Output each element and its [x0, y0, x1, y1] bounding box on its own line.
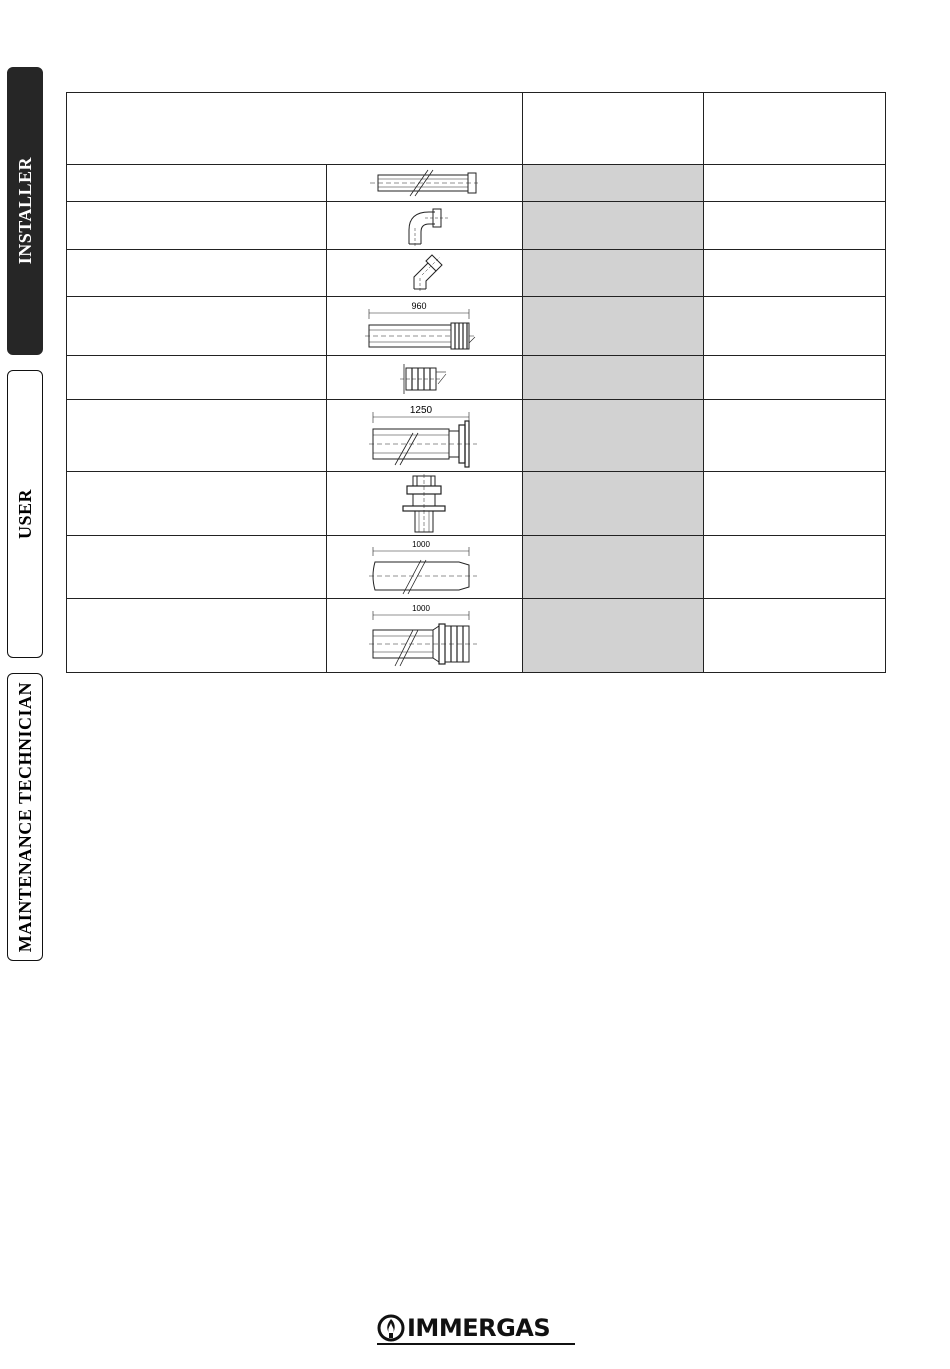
value-cell: [704, 599, 886, 673]
gray-cell: [523, 165, 704, 202]
description-cell: [67, 472, 327, 536]
dimension-label: 960: [410, 301, 427, 311]
description-cell: [67, 202, 327, 250]
table-row: [67, 472, 886, 536]
terminal-flanged-drawing: [365, 403, 485, 469]
tab-installer[interactable]: [7, 67, 43, 355]
gray-cell: [523, 599, 704, 673]
gray-cell: [523, 536, 704, 599]
table-row: [67, 165, 886, 202]
description-cell: [67, 250, 327, 297]
gray-cell: [523, 202, 704, 250]
tab-installer-label: INSTALLER: [14, 157, 35, 265]
drawing-cell: [327, 356, 523, 400]
drawing-cell: [327, 297, 523, 356]
bend-45-drawing: [400, 253, 450, 293]
table-row: [67, 356, 886, 400]
table-row: [67, 400, 886, 472]
terminal-horizontal-drawing: [365, 299, 485, 353]
extension-pipe-drawing: [365, 538, 485, 596]
table-row: [67, 599, 886, 673]
value-cell: [704, 400, 886, 472]
value-cell: [704, 472, 886, 536]
dimension-label: 1000: [411, 603, 430, 613]
tab-maintenance-technician[interactable]: [7, 673, 43, 961]
header-cell-col3: [523, 93, 704, 165]
value-cell: [704, 356, 886, 400]
gray-cell: [523, 356, 704, 400]
value-cell: [704, 165, 886, 202]
immergas-logo: [377, 1313, 575, 1345]
terminal-finned-drawing: [365, 602, 485, 670]
tab-maintenance-technician-label: MAINTENANCE TECHNICIAN: [14, 681, 35, 953]
terminal-vertical-drawing: [395, 474, 455, 534]
value-cell: [704, 536, 886, 599]
tab-user[interactable]: [7, 370, 43, 658]
gray-cell: [523, 472, 704, 536]
drawing-cell: [327, 472, 523, 536]
drawing-cell: [327, 250, 523, 297]
header-cell-col4: [704, 93, 886, 165]
description-cell: [67, 599, 327, 673]
header-cell-component: [67, 93, 523, 165]
gray-cell: [523, 400, 704, 472]
description-cell: [67, 536, 327, 599]
value-cell: [704, 202, 886, 250]
drawing-cell: [327, 536, 523, 599]
gray-cell: [523, 250, 704, 297]
value-cell: [704, 250, 886, 297]
brand-name: IMMERGAS: [407, 1314, 551, 1342]
description-cell: [67, 356, 327, 400]
components-table: [66, 92, 886, 673]
description-cell: [67, 297, 327, 356]
table-row: [67, 250, 886, 297]
straight-pipe-drawing: [370, 168, 480, 198]
table-row: [67, 297, 886, 356]
flame-circle-icon: [377, 1314, 405, 1342]
description-cell: [67, 165, 327, 202]
value-cell: [704, 297, 886, 356]
dimension-label: 1000: [411, 540, 430, 549]
drawing-cell: [327, 599, 523, 673]
table-row: [67, 536, 886, 599]
table-row: [67, 202, 886, 250]
drawing-cell: [327, 400, 523, 472]
bend-90-drawing: [395, 204, 455, 248]
tab-user-label: USER: [14, 488, 35, 539]
drawing-cell: [327, 202, 523, 250]
description-cell: [67, 400, 327, 472]
table-header-row: [67, 93, 886, 165]
drawing-cell: [327, 165, 523, 202]
terminal-short-drawing: [400, 360, 450, 396]
dimension-label: 1250: [409, 404, 432, 416]
gray-cell: [523, 297, 704, 356]
logo-underline: [377, 1343, 575, 1345]
